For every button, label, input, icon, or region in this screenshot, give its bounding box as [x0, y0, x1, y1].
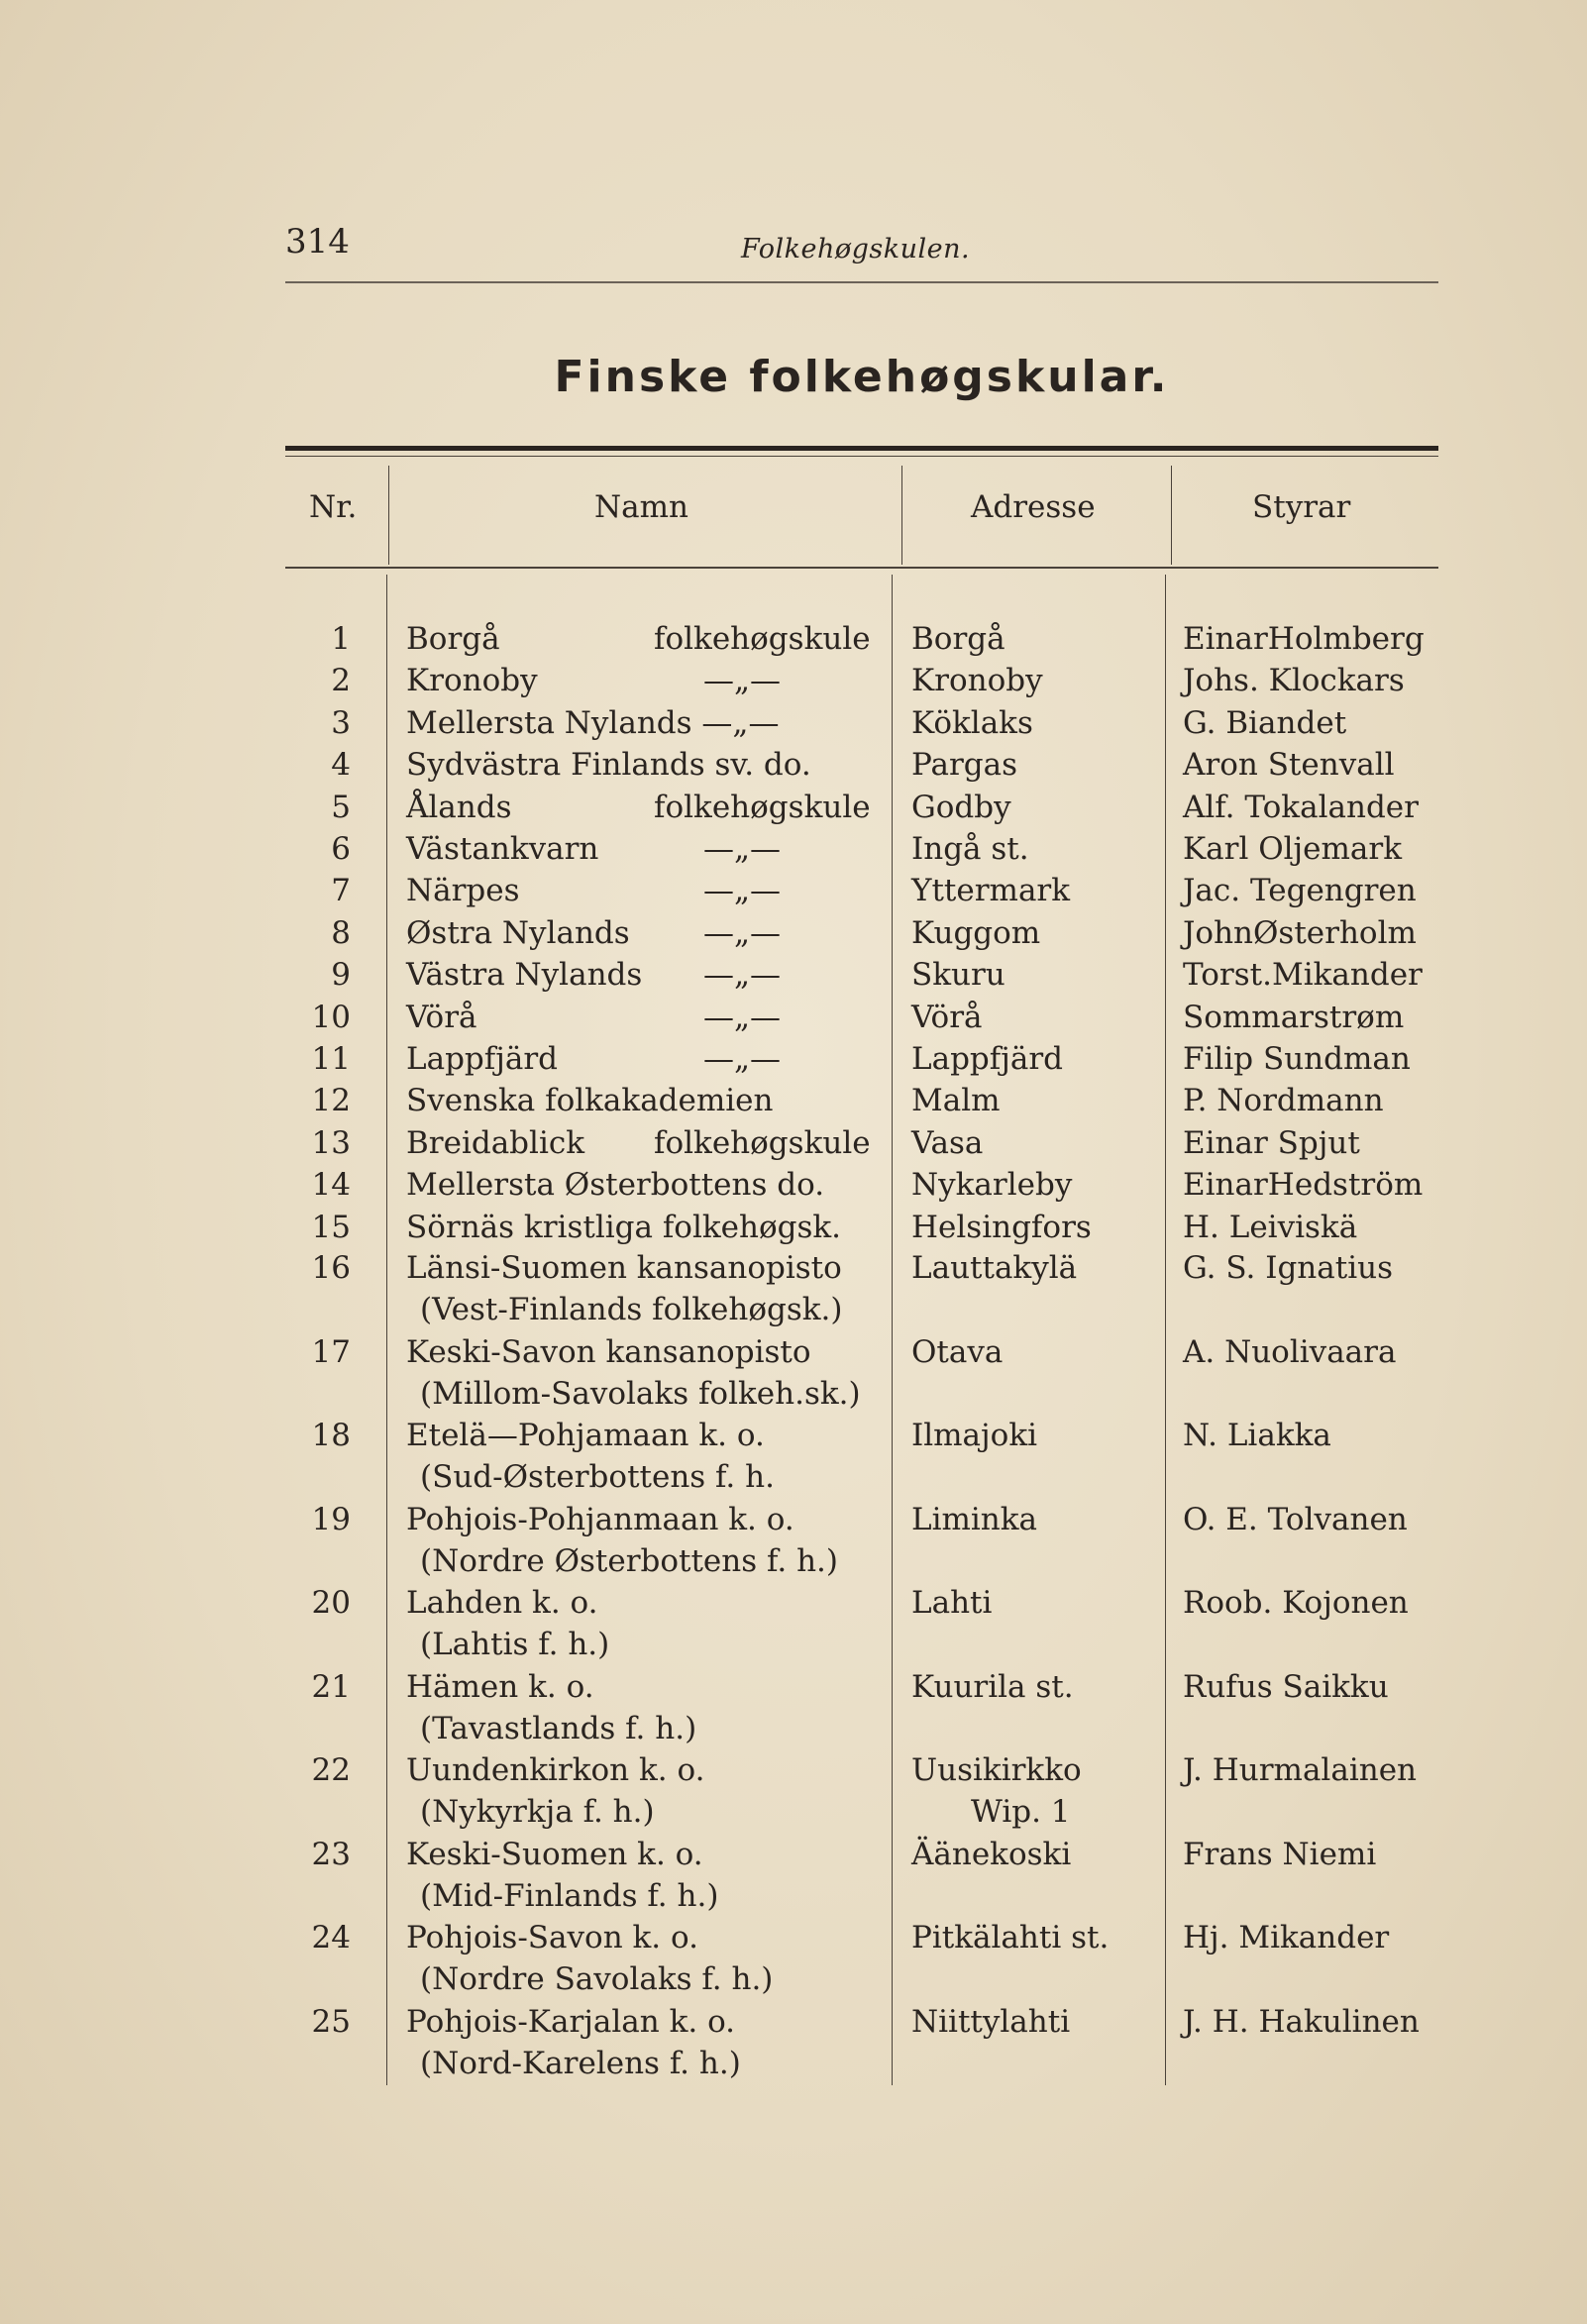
- school-address: Vörå: [911, 999, 983, 1035]
- column-header-namn: Namn: [594, 489, 688, 525]
- row-number: 6: [331, 831, 351, 867]
- school-name-note: (Vest-Finlands folkehøgsk.): [420, 1292, 843, 1327]
- school-name-note: (Nordre Savolaks f. h.): [420, 1961, 774, 1997]
- school-address: Malm: [911, 1083, 1001, 1119]
- school-address: Köklaks: [911, 704, 1033, 741]
- row-number: 14: [311, 1167, 351, 1204]
- school-name: Länsi-Suomen kansanopisto: [406, 1250, 842, 1286]
- row-number: 7: [331, 873, 351, 909]
- school-director: Alf. Tokalander: [1183, 789, 1419, 825]
- school-name: Vörå: [406, 999, 477, 1035]
- school-name: Pohjois-Karjalan k. o.: [406, 2003, 736, 2040]
- school-address: Helsingfors: [911, 1209, 1092, 1245]
- school-name-note: (Lahtis f. h.): [420, 1627, 610, 1662]
- school-address: Kronoby: [911, 663, 1043, 699]
- row-number: 1: [331, 621, 351, 657]
- school-director: Aron Stenvall: [1183, 747, 1395, 784]
- school-name: Mellersta Nylands —„—: [406, 704, 780, 741]
- page-title: Finske folkehøgskular.: [554, 352, 1170, 402]
- school-director: J. Hurmalainen: [1183, 1752, 1418, 1788]
- school-director: Rufus Saikku: [1183, 1668, 1389, 1705]
- row-number: 24: [311, 1920, 351, 1955]
- row-number: 17: [311, 1333, 351, 1370]
- school-name-suffix: —„—: [703, 957, 782, 994]
- school-director: EinarHedström: [1183, 1167, 1424, 1204]
- school-address: Nykarleby: [911, 1167, 1073, 1204]
- row-number: 8: [331, 914, 351, 951]
- row-number: 23: [311, 1836, 351, 1872]
- row-number: 21: [311, 1668, 351, 1705]
- school-address: Otava: [911, 1333, 1004, 1370]
- column-header-styrar: Styrar: [1252, 489, 1351, 525]
- school-name-suffix: —„—: [703, 914, 782, 951]
- school-name-suffix: —„—: [703, 831, 782, 867]
- school-director: J. H. Hakulinen: [1183, 2003, 1420, 2040]
- school-director: N. Liakka: [1183, 1418, 1331, 1453]
- school-address: Pitkälahti st.: [911, 1920, 1110, 1955]
- school-name-note: (Millom-Savolaks folkeh.sk.): [420, 1375, 861, 1412]
- school-name: Sörnäs kristliga folkehøgsk.: [406, 1209, 842, 1245]
- column-divider: [901, 466, 902, 565]
- school-name: Mellersta Østerbottens do.: [406, 1167, 825, 1204]
- page-header: [285, 222, 1438, 281]
- school-address: Niittylahti: [911, 2003, 1071, 2040]
- school-director: Roob. Kojonen: [1183, 1585, 1409, 1621]
- school-director: H. Leiviskä: [1183, 1209, 1358, 1245]
- school-address: Godby: [911, 789, 1011, 825]
- school-director: P. Nordmann: [1183, 1083, 1384, 1119]
- school-name: Ålands: [406, 789, 512, 825]
- school-address: Skuru: [911, 957, 1005, 994]
- row-number: 16: [311, 1250, 351, 1286]
- row-number: 11: [311, 1041, 351, 1077]
- row-number: 3: [331, 704, 351, 741]
- school-name: Pohjois-Savon k. o.: [406, 1920, 698, 1955]
- school-name-suffix: folkehøgskule: [654, 1124, 871, 1161]
- running-title: Folkehøgskulen.: [741, 234, 971, 264]
- row-number: 15: [311, 1209, 351, 1245]
- row-number: 25: [311, 2003, 351, 2040]
- school-name: Svenska folkakademien: [406, 1083, 774, 1119]
- school-name-note: (Sud-Østerbottens f. h.: [420, 1459, 775, 1495]
- school-address: Kuggom: [911, 914, 1041, 951]
- school-name: Keski-Savon kansanopisto: [406, 1333, 811, 1370]
- page-number: 314: [285, 222, 350, 262]
- row-number: 12: [311, 1083, 351, 1119]
- school-director: Filip Sundman: [1183, 1041, 1411, 1077]
- school-director: G. Biandet: [1183, 704, 1347, 741]
- school-name-note: (Tavastlands f. h.): [420, 1710, 697, 1746]
- school-director: Karl Oljemark: [1183, 831, 1402, 867]
- column-divider: [386, 575, 387, 2085]
- table-top-rule-thin: [285, 456, 1438, 457]
- school-director: Johs. Klockars: [1183, 663, 1405, 699]
- school-address: Lauttakylä: [911, 1250, 1078, 1286]
- school-director: EinarHolmberg: [1183, 621, 1425, 657]
- school-name: Västankvarn: [406, 831, 599, 867]
- column-divider: [388, 466, 389, 565]
- table-top-rule: [285, 446, 1438, 451]
- school-director: O. E. Tolvanen: [1183, 1501, 1408, 1537]
- school-name: Lahden k. o.: [406, 1585, 598, 1621]
- school-name: Keski-Suomen k. o.: [406, 1836, 703, 1872]
- school-name-suffix: folkehøgskule: [654, 789, 871, 825]
- row-number: 4: [331, 747, 351, 784]
- school-address: Lahti: [911, 1585, 993, 1621]
- school-name: Kronoby: [406, 663, 538, 699]
- school-director: A. Nuolivaara: [1183, 1333, 1397, 1370]
- school-name: Pohjois-Pohjanmaan k. o.: [406, 1501, 794, 1537]
- school-name: Etelä—Pohjamaan k. o.: [406, 1418, 765, 1453]
- school-name: Västra Nylands: [406, 957, 643, 994]
- row-number: 9: [331, 957, 351, 994]
- school-name: Østra Nylands: [406, 914, 630, 951]
- row-number: 10: [311, 999, 351, 1035]
- school-name-note: (Nord-Karelens f. h.): [420, 2045, 741, 2081]
- school-director: JohnØsterholm: [1183, 914, 1417, 951]
- school-name: Borgå: [406, 621, 500, 657]
- row-number: 18: [311, 1418, 351, 1453]
- row-number: 2: [331, 663, 351, 699]
- school-name: Hämen k. o.: [406, 1668, 594, 1705]
- school-director: Frans Niemi: [1183, 1836, 1377, 1872]
- school-director: Hj. Mikander: [1183, 1920, 1390, 1955]
- school-name-suffix: —„—: [703, 1041, 782, 1077]
- school-name-suffix: —„—: [703, 663, 782, 699]
- column-header-nr: Nr.: [309, 489, 358, 525]
- school-director: G. S. Ignatius: [1183, 1250, 1393, 1286]
- school-address: Ilmajoki: [911, 1418, 1038, 1453]
- school-address: Yttermark: [911, 873, 1071, 909]
- school-address: Lappfjärd: [911, 1041, 1063, 1077]
- column-divider: [1171, 466, 1172, 565]
- school-name-note: (Nordre Østerbottens f. h.): [420, 1542, 838, 1579]
- school-name-suffix: —„—: [703, 999, 782, 1035]
- column-divider: [892, 575, 893, 2085]
- school-address: Ingå st.: [911, 831, 1029, 867]
- row-number: 20: [311, 1585, 351, 1621]
- school-address: Vasa: [911, 1124, 984, 1161]
- header-rule: [285, 281, 1438, 283]
- column-divider: [1165, 575, 1166, 2085]
- row-number: 5: [331, 789, 351, 825]
- row-number: 22: [311, 1752, 351, 1788]
- school-address: Borgå: [911, 621, 1005, 657]
- school-director: Sommarstrøm: [1183, 999, 1405, 1035]
- school-address: Liminka: [911, 1501, 1038, 1537]
- school-name: Lappfjärd: [406, 1041, 558, 1077]
- school-name-suffix: —„—: [703, 873, 782, 909]
- school-name: Uundenkirkon k. o.: [406, 1752, 705, 1788]
- school-director: Torst.Mikander: [1183, 957, 1423, 994]
- school-address: Pargas: [911, 747, 1018, 784]
- row-number: 19: [311, 1501, 351, 1537]
- header-bottom-rule: [285, 567, 1438, 569]
- school-name: Närpes: [406, 873, 520, 909]
- school-director: Jac. Tegengren: [1183, 873, 1417, 909]
- school-name-suffix: folkehøgskule: [654, 621, 871, 657]
- school-name-note: (Nykyrkja f. h.): [420, 1794, 655, 1830]
- school-address: Kuurila st.: [911, 1668, 1074, 1705]
- school-name: Sydvästra Finlands sv. do.: [406, 747, 811, 784]
- school-name-note: (Mid-Finlands f. h.): [420, 1877, 719, 1914]
- school-address: Äänekoski: [911, 1836, 1072, 1872]
- row-number: 13: [311, 1124, 351, 1161]
- school-name: Breidablick: [406, 1124, 585, 1161]
- column-header-adresse: Adresse: [971, 489, 1096, 525]
- school-director: Einar Spjut: [1183, 1124, 1360, 1161]
- school-address-note: Wip. 1: [971, 1794, 1071, 1830]
- school-address: Uusikirkko: [911, 1752, 1082, 1788]
